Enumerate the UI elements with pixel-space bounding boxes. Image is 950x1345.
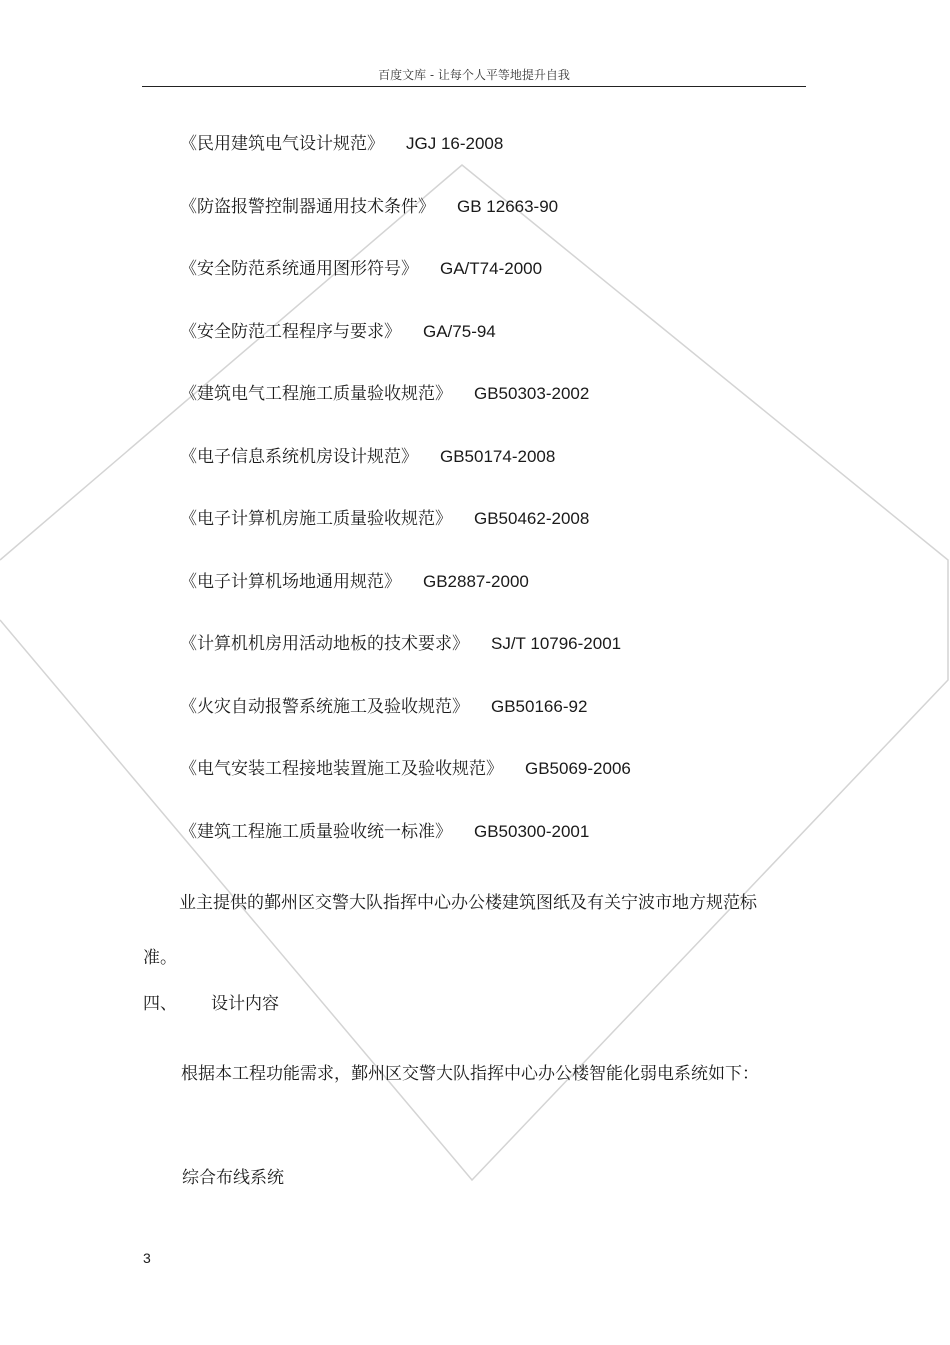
standard-name: 《电子信息系统机房设计规范》 bbox=[180, 446, 418, 467]
standard-code: SJ/T 10796-2001 bbox=[491, 634, 622, 653]
section-heading bbox=[143, 990, 279, 1018]
standards-list bbox=[180, 130, 631, 880]
standard-name: 《安全防范工程程序与要求》 bbox=[180, 321, 401, 342]
list-item bbox=[180, 568, 631, 631]
standard-code: GA/75-94 bbox=[423, 321, 496, 341]
standard-code: GB50166-92 bbox=[491, 696, 588, 716]
page-number: 3 bbox=[143, 1250, 151, 1266]
list-item bbox=[180, 443, 631, 506]
standard-name: 《建筑电气工程施工质量验收规范》 bbox=[180, 384, 452, 404]
section-number: 四、 bbox=[143, 994, 177, 1014]
standard-code: GB2887-2000 bbox=[423, 571, 529, 591]
intro-paragraph: 根据本工程功能需求，鄞州区交警大队指挥中心办公楼智能化弱电系统如下： bbox=[181, 1064, 759, 1084]
list-item bbox=[180, 380, 631, 443]
standard-code: GB50300-2001 bbox=[474, 821, 590, 841]
list-item bbox=[180, 193, 631, 256]
standard-code: GB50174-2008 bbox=[440, 446, 556, 466]
standard-name: 《电子计算机房施工质量验收规范》 bbox=[180, 509, 452, 529]
page-header: 百度文库 - 让每个人平等地提升自我 bbox=[378, 68, 570, 82]
subsection-heading: 综合布线系统 bbox=[182, 1168, 284, 1188]
header-divider bbox=[142, 86, 806, 87]
list-item bbox=[180, 318, 631, 381]
standard-code: GB50462-2008 bbox=[474, 509, 590, 528]
list-item bbox=[180, 630, 631, 693]
standard-code: JGJ 16-2008 bbox=[406, 134, 504, 153]
standard-code: GA/T74-2000 bbox=[440, 259, 543, 278]
standard-name: 《计算机机房用活动地板的技术要求》 bbox=[180, 634, 469, 654]
section-title: 设计内容 bbox=[211, 994, 279, 1014]
standard-code: GB5069-2006 bbox=[525, 759, 631, 778]
standard-name: 《建筑工程施工质量验收统一标准》 bbox=[180, 821, 452, 842]
list-item bbox=[180, 505, 631, 568]
owner-paragraph: 业主提供的鄞州区交警大队指挥中心办公楼建筑图纸及有关宁波市地方规范标准。 bbox=[143, 893, 757, 968]
standard-name: 《电气安装工程接地装置施工及验收规范》 bbox=[180, 759, 503, 779]
standard-name: 《安全防范系统通用图形符号》 bbox=[180, 259, 418, 279]
standard-name: 《民用建筑电气设计规范》 bbox=[180, 134, 384, 154]
standard-name: 《火灾自动报警系统施工及验收规范》 bbox=[180, 696, 469, 717]
standard-name: 《防盗报警控制器通用技术条件》 bbox=[180, 196, 435, 217]
list-item bbox=[180, 693, 631, 756]
list-item bbox=[180, 255, 631, 318]
standard-code: GB50303-2002 bbox=[474, 384, 590, 403]
list-item bbox=[180, 755, 631, 818]
standard-name: 《电子计算机场地通用规范》 bbox=[180, 571, 401, 592]
standard-code: GB 12663-90 bbox=[457, 196, 559, 216]
list-item bbox=[180, 130, 631, 193]
list-item bbox=[180, 818, 631, 881]
